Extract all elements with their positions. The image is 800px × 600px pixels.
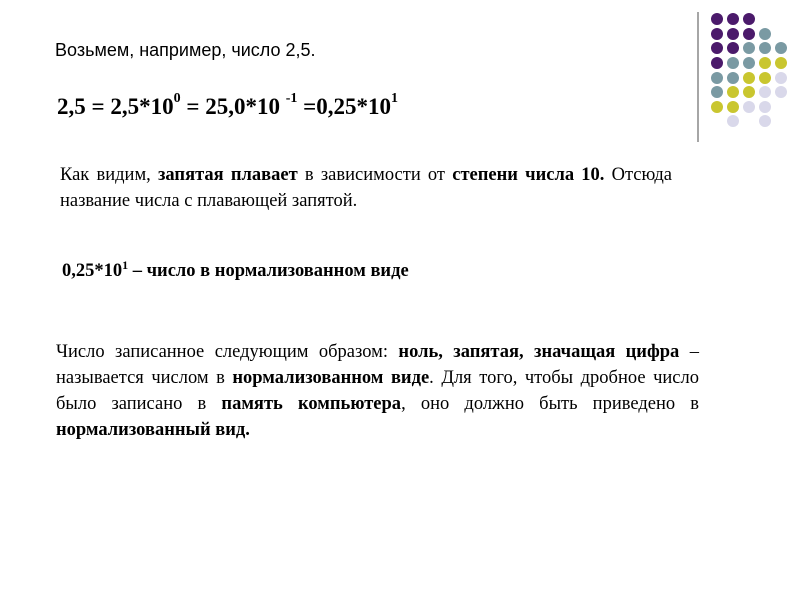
- text-run: , оно должно быть приведено в: [401, 394, 699, 414]
- decor-dot: [775, 72, 787, 84]
- bold-run: нормализованном виде: [232, 368, 430, 388]
- text-run: – называется числом в: [56, 342, 699, 388]
- formula-exponent: 1: [391, 91, 398, 107]
- decor-dot: [759, 86, 771, 98]
- decor-dot: [727, 86, 739, 98]
- decor-dot: [727, 115, 739, 127]
- decor-dot: [759, 42, 771, 54]
- decor-dot: [759, 115, 771, 127]
- norm-caption: – число в нормализованном виде: [128, 261, 409, 281]
- decor-dot: [743, 101, 755, 113]
- decor-dot: [743, 42, 755, 54]
- decor-dot: [759, 28, 771, 40]
- decor-dot: [759, 57, 771, 69]
- norm-base: 0,25*10: [62, 261, 123, 281]
- decor-dot: [759, 101, 771, 113]
- decor-dot: [711, 57, 723, 69]
- decor-dot: [711, 42, 723, 54]
- decor-dot: [743, 28, 755, 40]
- decor-dot: [711, 72, 723, 84]
- intro-text: Возьмем, например, число 2,5.: [55, 40, 316, 60]
- norm-exponent: 1: [122, 257, 129, 272]
- formula-exponent: 0: [173, 91, 181, 107]
- decor-dot: [711, 86, 723, 98]
- bold-run: нормализованный вид.: [56, 420, 250, 440]
- decor-dot: [775, 42, 787, 54]
- decor-dot: [775, 57, 787, 69]
- bold-run: ноль, запятая, значащая цифра: [398, 342, 680, 362]
- formula-part: =0,25*10: [297, 94, 391, 119]
- decor-dot: [727, 28, 739, 40]
- normalized-example: [62, 257, 409, 282]
- text-run: Отсюда название числа с плавающей запятой.: [60, 165, 672, 211]
- text-run: Как видим,: [60, 165, 158, 185]
- decor-dot: [759, 72, 771, 84]
- decor-dot: [727, 57, 739, 69]
- decor-dot: [727, 101, 739, 113]
- decor-dot: [743, 57, 755, 69]
- decor-dot: [727, 13, 739, 25]
- bold-run: память компьютера: [221, 394, 402, 414]
- formula-part: 2,5 = 2,5*10: [57, 94, 174, 119]
- decor-dot: [743, 13, 755, 25]
- formula: [57, 91, 398, 120]
- vertical-divider: [697, 12, 699, 142]
- explanation-paragraph: [60, 162, 672, 214]
- decor-dot: [775, 86, 787, 98]
- text-run: в зависимости от: [297, 165, 453, 185]
- decor-dot: [711, 101, 723, 113]
- decor-dot: [711, 28, 723, 40]
- decor-dot: [711, 13, 723, 25]
- definition-paragraph: [56, 339, 699, 443]
- bold-run: степени числа 10.: [452, 165, 605, 185]
- formula-part: = 25,0*10: [180, 94, 286, 119]
- decor-dot: [727, 72, 739, 84]
- decor-dot: [743, 86, 755, 98]
- decor-dot: [727, 42, 739, 54]
- bold-run: запятая плавает: [157, 165, 298, 185]
- formula-exponent: -1: [285, 91, 298, 107]
- decor-dot: [743, 72, 755, 84]
- text-run: . Для того, чтобы дробное число было записано в: [56, 368, 699, 414]
- text-run: Число записанное следующим образом:: [56, 342, 399, 362]
